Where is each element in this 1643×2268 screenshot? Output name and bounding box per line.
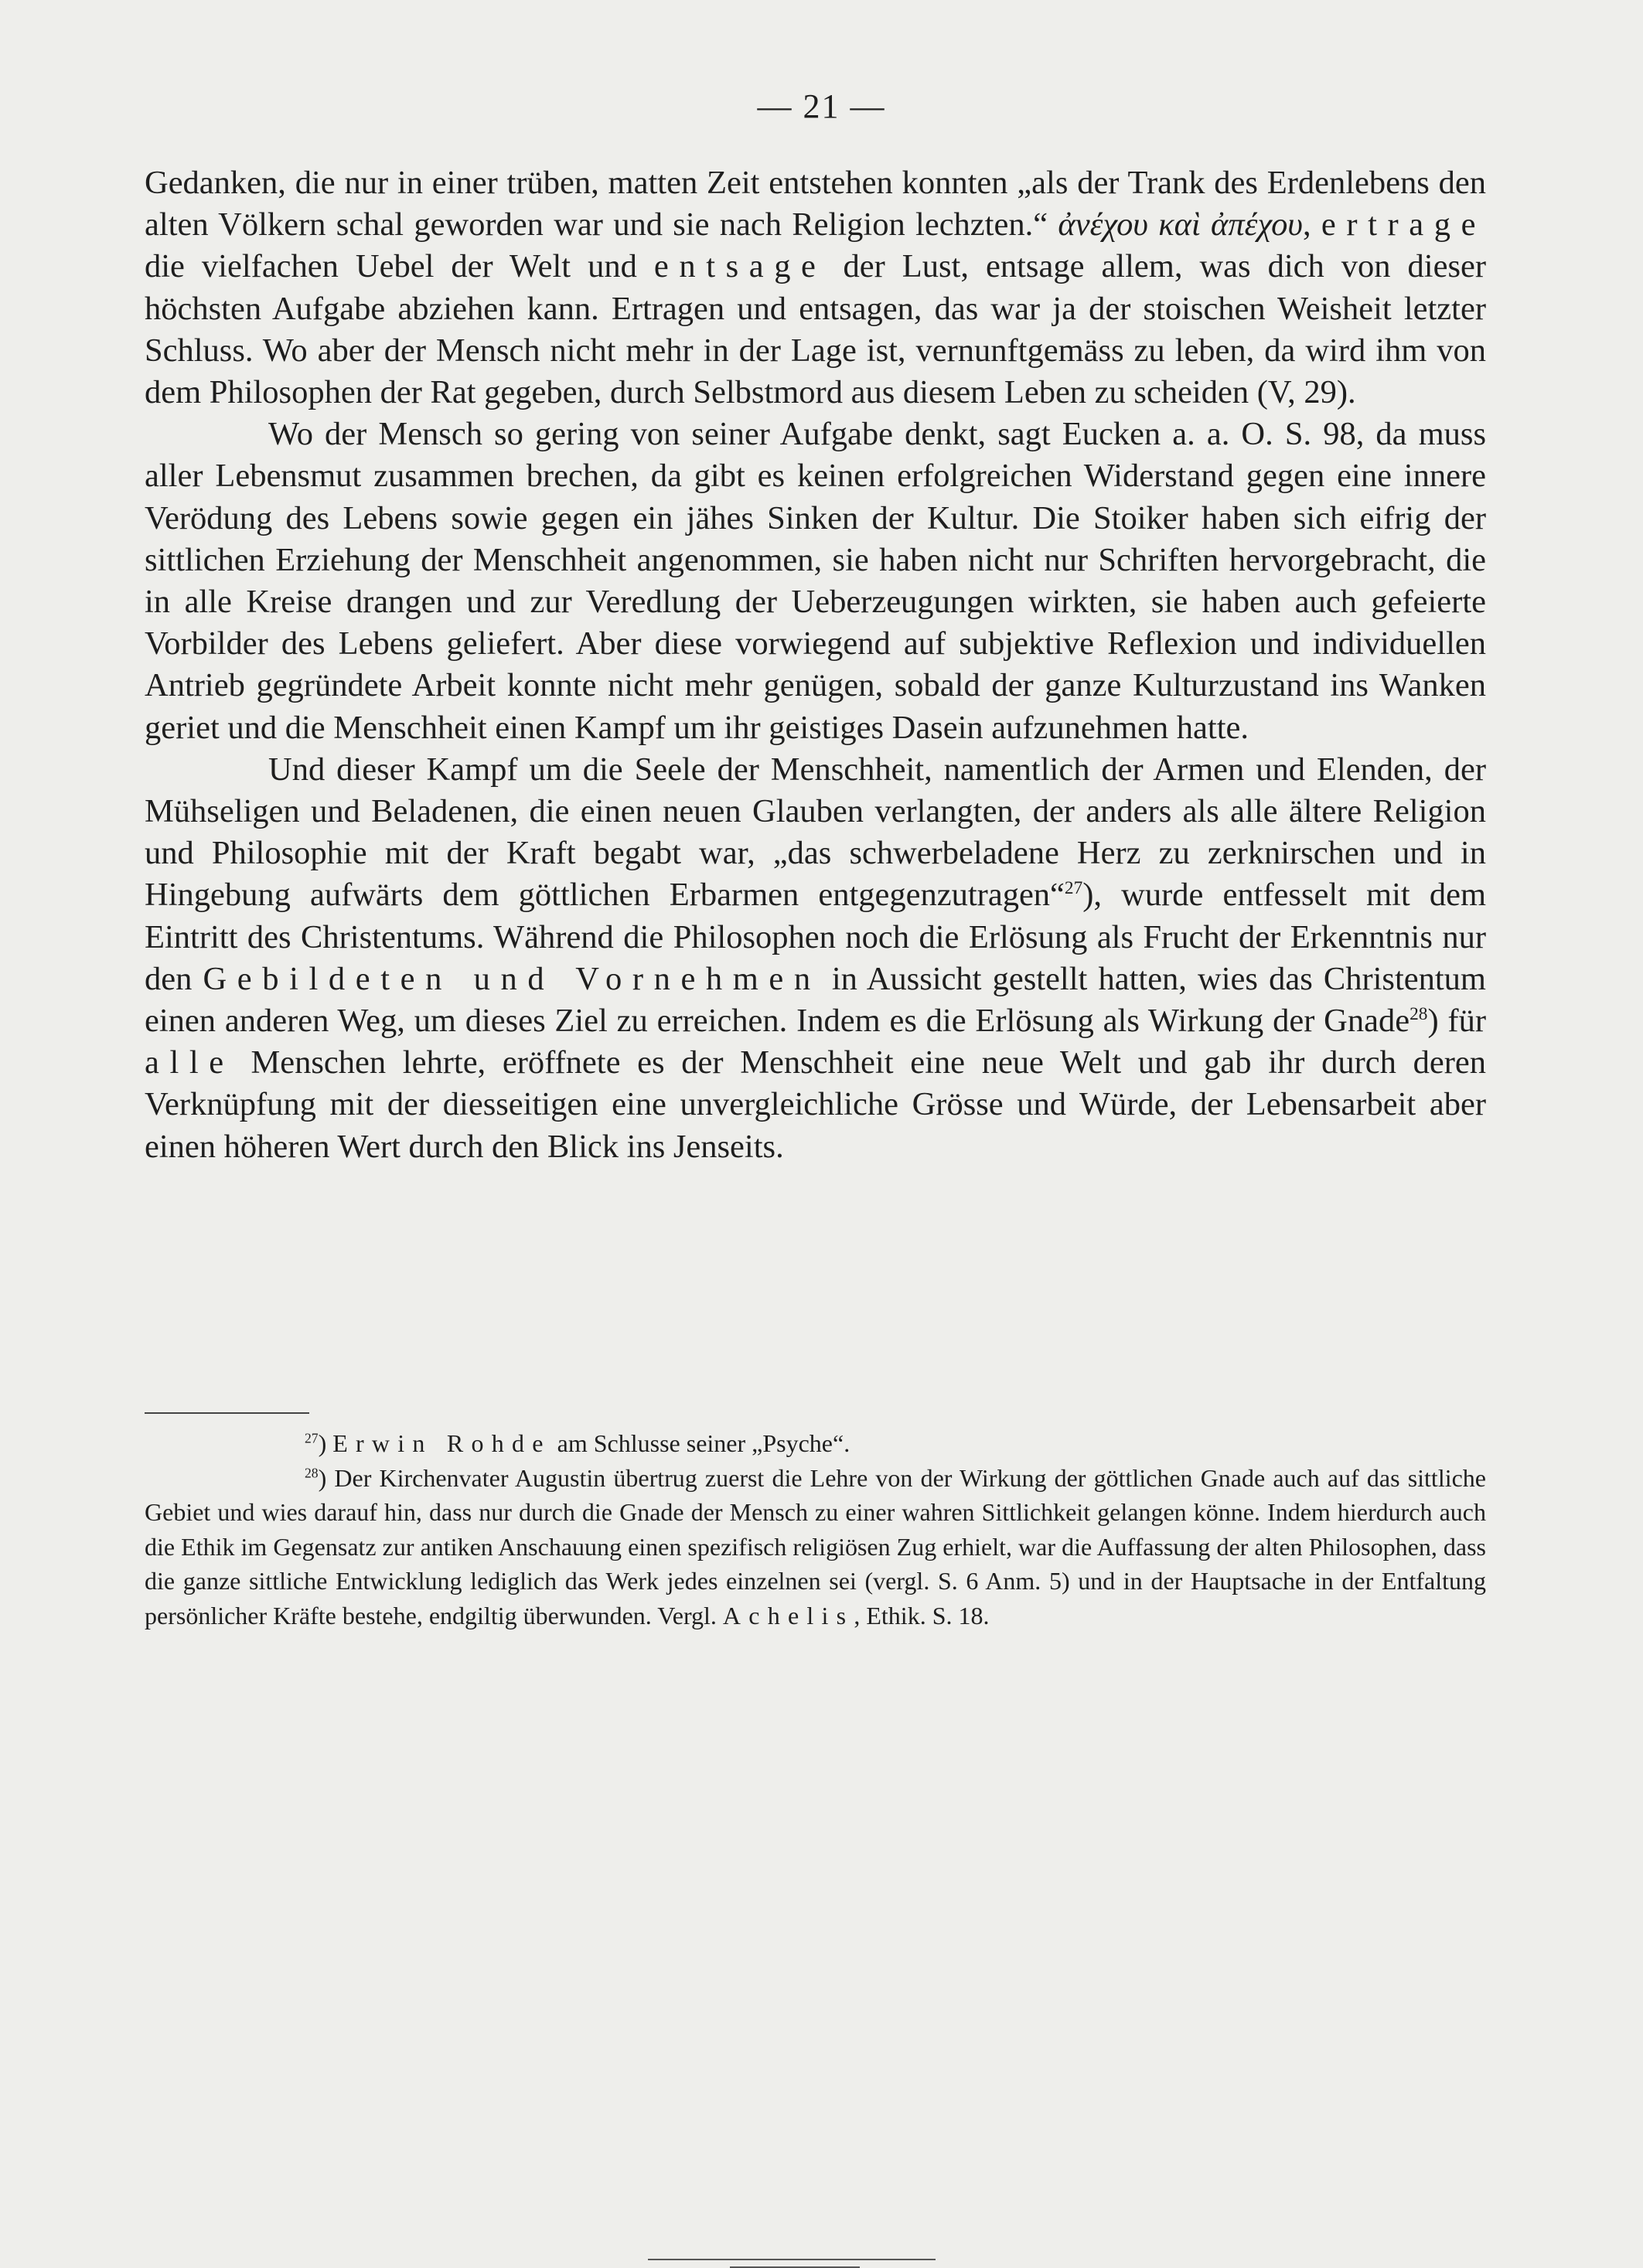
footnote-27-text: am Schlusse seiner „Psyche“.	[551, 1429, 850, 1457]
footnote-ref-27: 27	[1064, 878, 1083, 899]
end-ornament-rule	[648, 2259, 936, 2260]
page-number: — 21 —	[757, 87, 886, 125]
greek-phrase: ἀνέχου καὶ ἀπέχου	[1058, 206, 1303, 243]
footnote-27-number: 27	[305, 1430, 319, 1446]
spaced-word-alle: alle	[145, 1044, 234, 1081]
spaced-word-entsage: entsage	[653, 248, 827, 285]
footnote-28-text-a: ) Der Kirchenvater Augustin übertrug zuerst die Lehre von der Wirkung der göttlichen Gnade auch auf das sittliche Gebiet und wies darauf hin, dass nur durch die Gnade der Mensch zu einer wahren Sittlichkeit gelangen könne. Indem hierdurch auch die Ethik im Gegensatz zur antiken Anschauung einen spezifisch religiösen Zug erhielt, war die Auffassung der alten Philosophen, dass die ganze sittliche Entwicklung lediglich das Werk jedes einzelnen sei (vergl. S. 6 Anm. 5) und in der Hauptsache in der Entfaltung persönlicher Kräfte bestehe, endgiltig überwunden. Vergl.	[145, 1463, 1486, 1629]
footnote-28	[145, 1461, 1486, 1633]
spaced-word-ertrage: ertrage	[1321, 206, 1487, 243]
p1-text-c: die vielfachen Uebel der Welt und	[145, 248, 654, 285]
paragraph-3	[145, 749, 1486, 1168]
p3-text-d: ) für	[1427, 1003, 1486, 1040]
author-achelis: Achelis	[722, 1601, 854, 1629]
p3-text-e: Menschen lehrte, eröffnete es der Menschheit eine neue Welt und gab ihr durch deren Verknüpfung mit der diesseitigen eine unvergleichliche Grösse und Würde, der Lebensarbeit aber einen höheren Wert durch den Blick ins Jenseits.	[145, 1044, 1486, 1165]
spaced-phrase-gebildeten: Gebildeten und Vornehmen	[203, 960, 821, 997]
footnote-ref-28: 28	[1410, 1003, 1428, 1024]
p3-text-a: Und dieser Kampf um die Seele der Menschheit, namentlich der Armen und Elenden, der Mühseligen und Beladenen, die einen neuen Glauben verlangten, der anders als alle ältere Religion und Philosophie mit der Kraft begabt war, „das schwerbeladene Herz zu zerknirschen und in Hingebung aufwärts dem göttlichen Erbarmen entgegenzutragen“	[145, 751, 1486, 914]
p1-text-a: Gedanken, die nur in einer trüben, matten Zeit entstehen konnten „als der Trank des Erdenlebens den alten Völkern schal geworden war und sie nach Religion lechzten.“	[145, 165, 1486, 243]
author-rohde: Erwin Rohde	[332, 1429, 551, 1457]
footnote-27	[145, 1426, 1486, 1461]
paragraph-1	[145, 162, 1486, 414]
footnote-separator	[145, 1412, 309, 1414]
footnote-28-number: 28	[305, 1464, 319, 1480]
footnote-27-paren: )	[318, 1429, 333, 1457]
p1-text-d: der Lust, entsage allem, was dich von dieser höchsten Aufgabe abziehen kann. Ertragen und entsagen, das war ja der stoischen Weisheit letzter Schluss. Wo aber der Mensch nicht mehr in der Lage ist, vernunftgemäss zu leben, da wird ihm von dem Philosophen der Rat gegeben, durch Selbstmord aus diesem Leben zu scheiden (V, 29).	[145, 248, 1487, 411]
paragraph-2: Wo der Mensch so gering von seiner Aufgabe denkt, sagt Eucken a. a. O. S. 98, da muss aller Lebensmut zusammen brechen, da gibt es keinen erfolgreichen Widerstand gegen eine innere Verödung des Lebens sowie gegen ein jähes Sinken der Kultur. Die Stoiker haben sich eifrig der sittlichen Erziehung der Menschheit angenommen, sie haben nicht nur Schriften hervorgebracht, die in alle Kreise drangen und zur Veredlung der Ueberzeugungen wirkten, sie haben auch gefeierte Vorbilder des Lebens geliefert. Aber diese vorwiegend auf subjektive Reflexion und individuellen Antrieb gegründete Arbeit konnte nicht mehr genügen, sobald der ganze Kulturzustand ins Wanken geriet und die Menschheit einen Kampf um ihr geistiges Dasein aufzunehmen hatte.	[145, 416, 1486, 746]
p3-text-c: in Aussicht gestellt hatten, wies das Christentum einen anderen Weg, um dieses Ziel zu erreichen. Indem es die Erlösung als Wirkung der Gnade	[145, 960, 1486, 1040]
p1-text-b: ,	[1302, 206, 1321, 243]
body-text	[145, 162, 1486, 1168]
footnote-28-text-b: , Ethik. S. 18.	[854, 1601, 990, 1629]
footnotes	[145, 1426, 1486, 1633]
p3-text-b: ), wurde entfesselt mit dem Eintritt des Christentums. Während die Philosophen noch die Erlösung als Frucht der Erkenntnis nur den	[145, 877, 1486, 997]
